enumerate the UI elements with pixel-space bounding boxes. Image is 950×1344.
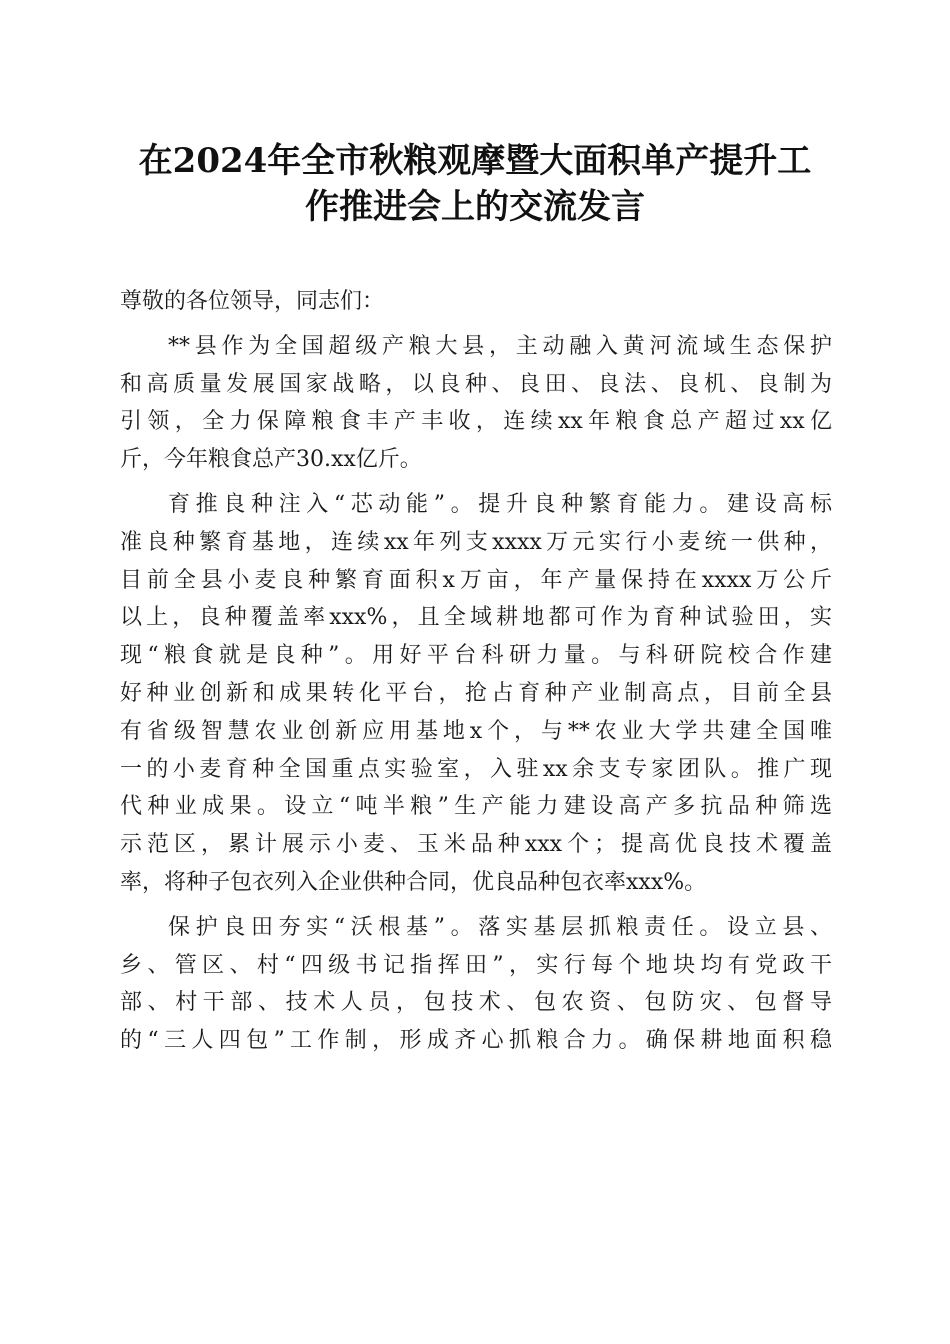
paragraph-seeds — [120, 486, 832, 902]
text-line: 部、村干部、技术人员，包技术、包农资、包防灾、包督导 — [120, 990, 832, 1016]
document-title — [110, 138, 840, 230]
document-body — [120, 283, 832, 1060]
text-line: **县作为全国超级产粮大县，主动融入黄河流域生态保护 — [168, 333, 832, 359]
text-line: 斤，今年粮食总产30.xx亿斤。 — [120, 447, 422, 473]
title-line-1: 在2024年全市秋粮观摩暨大面积单产提升工 — [138, 141, 812, 181]
text-line: 乡、管区、村“四级书记指挥田”，实行每个地块均有党政干 — [120, 952, 832, 978]
text-line: 育推良种注入“芯动能”。提升良种繁育能力。建设高标 — [168, 491, 832, 517]
text-line: 目前全县小麦良种繁育面积x万亩，年产量保持在xxxx万公斤 — [120, 567, 832, 593]
text-line: 有省级智慧农业创新应用基地x个，与**农业大学共建全国唯 — [120, 718, 832, 744]
text-line: 代种业成果。设立“吨半粮”生产能力建设高产多抗品种筛选 — [120, 794, 832, 820]
text-line: 好种业创新和成果转化平台，抢占育种产业制高点，目前全县 — [120, 680, 832, 706]
paragraph-grain-county — [120, 328, 832, 479]
text-line: 保护良田夯实“沃根基”。落实基层抓粮责任。设立县、 — [168, 914, 832, 940]
text-line: 一的小麦育种全国重点实验室，入驻xx余支专家团队。推广现 — [120, 756, 832, 782]
text-line: 和高质量发展国家战略，以良种、良田、良法、良机、良制为 — [120, 371, 832, 397]
text-line: 的“三人四包”工作制，形成齐心抓粮合力。确保耕地面积稳 — [120, 1028, 832, 1054]
greeting: 尊敬的各位领导，同志们： — [120, 289, 385, 314]
text-line: 引领，全力保障粮食丰产丰收，连续xx年粮食总产超过xx亿 — [120, 409, 832, 435]
text-line: 率，将种子包衣列入企业供种合同，优良品种包衣率xxx%。 — [120, 869, 707, 895]
text-line: 现“粮食就是良种”。用好平台科研力量。与科研院校合作建 — [120, 643, 832, 669]
text-line: 以上，良种覆盖率xxx%，且全域耕地都可作为育种试验田，实 — [120, 605, 832, 631]
text-line: 准良种繁育基地，连续xx年列支xxxx万元实行小麦统一供种， — [120, 529, 832, 555]
title-line-2: 作推进会上的交流发言 — [305, 187, 645, 227]
text-line: 示范区，累计展示小麦、玉米品种xxx个；提高优良技术覆盖 — [120, 832, 832, 858]
paragraph-farmland — [120, 909, 832, 1060]
